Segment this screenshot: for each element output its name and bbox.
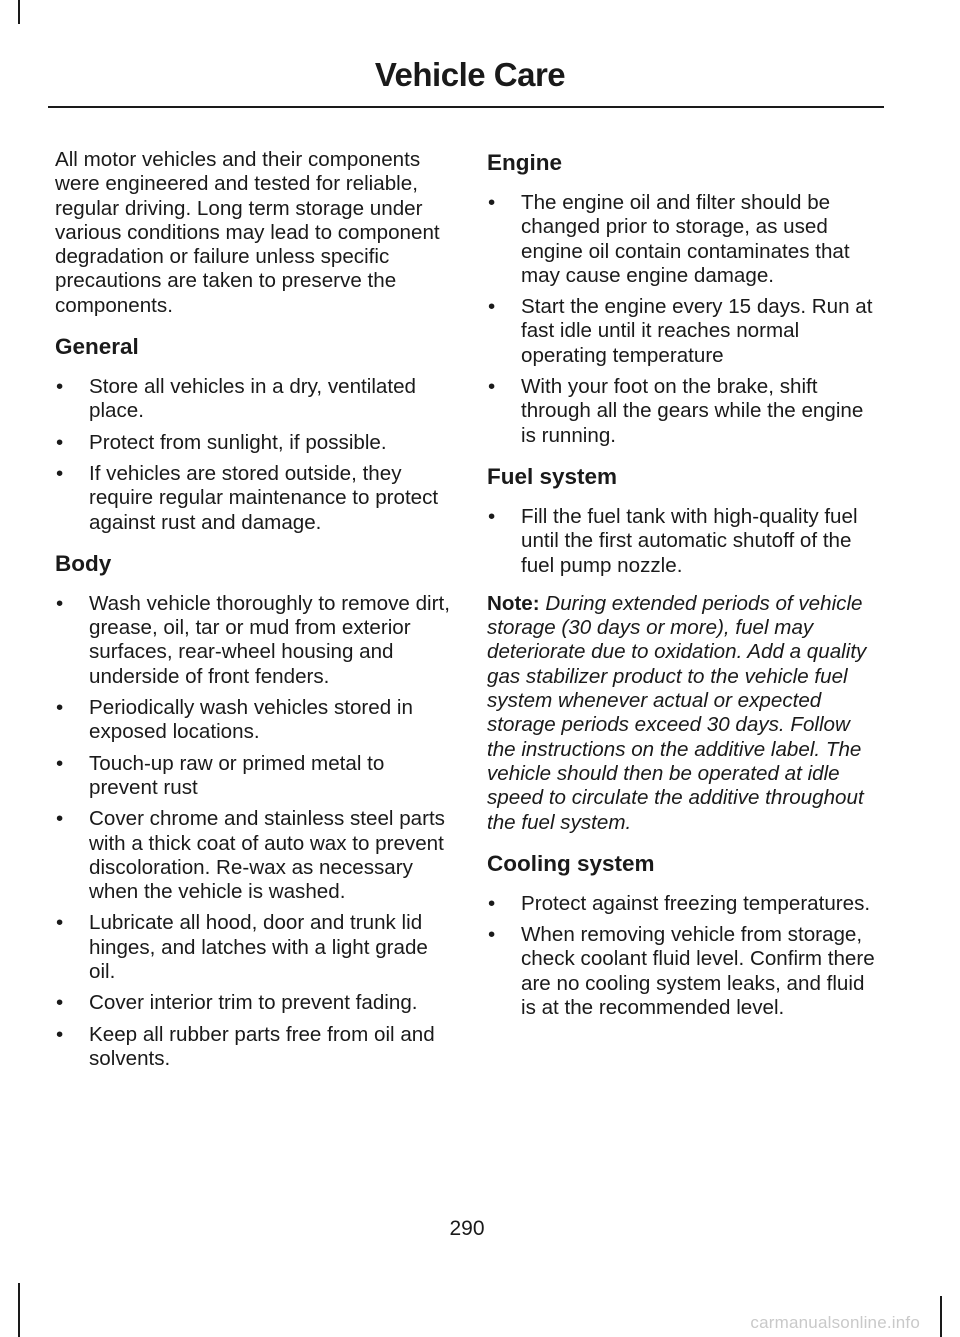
crop-mark-bottom-right	[940, 1296, 942, 1337]
bullet-icon: •	[56, 696, 64, 720]
right-column	[487, 148, 882, 1034]
list-item: • Cover interior trim to prevent fading.	[56, 991, 418, 1015]
page-title: Vehicle Care	[374, 56, 566, 93]
list-item: • Wash vehicle thoroughly to remove dirt, grease, oil, tar or mud from exterior surfaces, rear-wheel housing and underside of front fenders.	[56, 591, 450, 688]
section-heading-engine: Engine	[487, 150, 563, 175]
list-item: • Store all vehicles in a dry, ventilated place.	[56, 375, 416, 423]
list-item: • Fill the fuel tank with high-quality fuel until the first automatic shutoff of the fuel pump nozzle.	[488, 504, 858, 577]
fuel-list	[487, 505, 882, 578]
fuel-note	[487, 592, 882, 835]
crop-mark-top-left	[18, 0, 20, 24]
general-list	[55, 375, 450, 535]
list-item: • Lubricate all hood, door and trunk lid hinges, and latches with a light grade oil.	[56, 911, 428, 984]
note-text: During extended periods of vehicle storage (30 days or more), fuel may deteriorate due to oxidation. Add a quality gas stabilizer product to the vehicle fuel system whenever actual or expected storage periods exceed 30 days. Follow the instructions on the additive label. The vehicle should then be operated at idle speed to circulate the additive throughout the fuel system.	[487, 591, 867, 834]
bullet-icon: •	[488, 191, 496, 214]
bullet-icon: •	[56, 751, 64, 775]
bullet-icon: •	[56, 991, 64, 1015]
list-item: • Periodically wash vehicles stored in exposed locations.	[56, 696, 413, 744]
list-item: • Cover chrome and stainless steel parts with a thick coat of auto wax to prevent discoloration. Re-wax as necessary when the vehicle is washed.	[56, 807, 445, 904]
section-heading-general: General	[55, 334, 139, 360]
bullet-icon: •	[488, 504, 496, 528]
bullet-icon: •	[488, 923, 496, 947]
bullet-icon: •	[56, 430, 64, 454]
bullet-icon: •	[488, 295, 496, 319]
section-heading-body: Body	[55, 550, 112, 576]
bullet-icon: •	[488, 891, 496, 915]
bullet-icon: •	[488, 375, 496, 399]
bullet-icon: •	[56, 461, 64, 485]
intro-paragraph: All motor vehicles and their components were engineered and tested for reliable, regular driving. Long term storage under various conditions may lead to component degradation or failure unless specific precautions are taken to preserve the components.	[55, 148, 440, 317]
page-number: 290	[449, 1217, 485, 1240]
list-item: • Protect from sunlight, if possible.	[56, 430, 387, 454]
list-item: • Start the engine every 15 days. Run at fast idle until it reaches normal operating temperature	[488, 295, 873, 367]
bullet-icon: •	[56, 1022, 64, 1046]
section-heading-cooling-system: Cooling system	[487, 850, 655, 876]
crop-mark-bottom-left	[18, 1283, 20, 1337]
cooling-list	[487, 892, 882, 1020]
list-item: • Protect against freezing temperatures.	[488, 891, 871, 915]
body-list	[55, 592, 450, 1071]
list-item: • If vehicles are stored outside, they require regular maintenance to protect against rust and damage.	[56, 461, 439, 534]
list-item: • Touch-up raw or primed metal to prevent rust	[56, 751, 385, 799]
note-label: Note:	[487, 591, 540, 615]
engine-list	[487, 191, 882, 448]
bullet-icon: •	[56, 591, 64, 615]
list-item: • With your foot on the brake, shift through all the gears while the engine is running.	[488, 375, 864, 447]
list-item: • When removing vehicle from storage, check coolant fluid level. Confirm there are no cooling system leaks, and fluid is at the recommended level.	[488, 923, 875, 1020]
bullet-icon: •	[56, 375, 64, 399]
bullet-icon: •	[56, 807, 64, 831]
list-item: • The engine oil and filter should be changed prior to storage, as used engine oil contain contaminates that may cause engine damage.	[488, 191, 850, 287]
left-column	[55, 148, 450, 1085]
watermark: carmanualsonline.info	[750, 1313, 920, 1332]
bullet-icon: •	[56, 911, 64, 935]
list-item: • Keep all rubber parts free from oil and solvents.	[56, 1022, 435, 1070]
section-heading-fuel-system: Fuel system	[487, 463, 618, 489]
title-divider	[48, 106, 884, 108]
